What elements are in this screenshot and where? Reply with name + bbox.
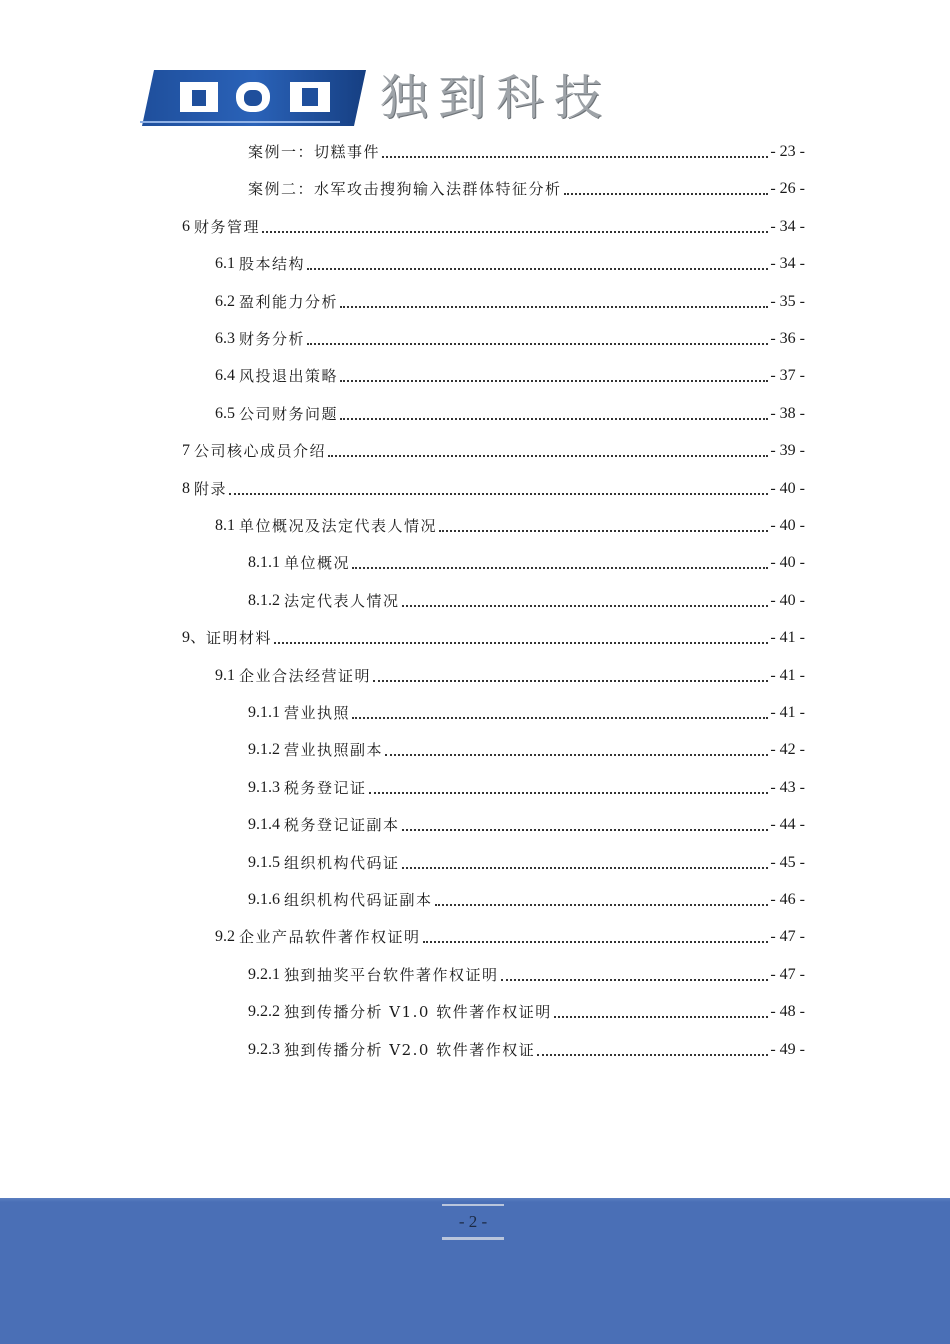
page-number: - 2 - [442,1204,504,1240]
toc-dot-leader [402,604,769,607]
toc-entry-number: 9.2.3 [248,1041,284,1058]
toc-entry-title: 独到抽奖平台软件著作权证明 [284,966,499,984]
toc-entry[interactable] [248,699,805,723]
toc-entry[interactable] [215,325,805,349]
toc-entry-number: 8.1.2 [248,592,284,609]
toc-entry-page: - 26 - [770,180,805,197]
toc-entry-page: - 38 - [770,405,805,422]
toc-entry-number: 6 [182,218,194,235]
toc-entry-title: 证明材料 [206,629,273,647]
toc-entry-number: 9.1.4 [248,816,284,833]
toc-dot-leader [564,192,769,195]
toc-entry-number: 8 [182,480,194,497]
toc-entry-number: 6.1 [215,255,239,272]
toc-entry[interactable] [215,512,805,536]
toc-entry-number: 8.1.1 [248,554,284,571]
toc-entry-title: 税务登记证副本 [284,816,400,834]
toc-entry-title: 盈利能力分析 [239,293,339,311]
toc-dot-leader [402,828,769,831]
toc-entry[interactable] [248,811,805,835]
toc-entry-page: - 45 - [770,854,805,871]
toc-entry[interactable] [182,437,805,461]
toc-dot-leader [439,529,768,532]
toc-entry[interactable] [248,961,805,985]
toc-entry-number: 9.1.5 [248,854,284,871]
toc-dot-leader [501,978,769,981]
toc-entry-title: 企业产品软件著作权证明 [239,928,421,946]
toc-entry[interactable] [182,624,805,648]
toc-entry-page: - 47 - [770,928,805,945]
toc-dot-leader [307,267,768,270]
toc-entry-number: 9.1.6 [248,891,284,908]
toc-entry-number: 6.2 [215,293,239,310]
toc-dot-leader [262,230,768,233]
toc-dot-leader [229,492,768,495]
toc-entry-title: 单位概况 [284,554,351,572]
toc-dot-leader [385,753,768,756]
toc-dot-leader [274,641,768,644]
toc-entry-page: - 35 - [770,293,805,310]
toc-entry[interactable] [248,175,805,199]
toc-entry-page: - 41 - [770,629,805,646]
toc-entry-title: 公司核心成员介绍 [194,442,327,460]
toc-dot-leader [402,866,769,869]
toc-entry-number: 9.2 [215,928,239,945]
toc-entry-number: 9.1.1 [248,704,284,721]
toc-entry-page: - 49 - [770,1041,805,1058]
toc-dot-leader [373,679,768,682]
toc-dot-leader [352,566,768,569]
toc-entry-page: - 34 - [770,218,805,235]
toc-dot-leader [328,454,768,457]
toc-dot-leader [352,716,768,719]
toc-dot-leader [340,379,768,382]
toc-entry-number: 9.1.2 [248,741,284,758]
toc-entry-title: 营业执照 [284,704,351,722]
toc-entry-page: - 34 - [770,255,805,272]
toc-entry-page: - 42 - [770,741,805,758]
toc-entry-page: - 44 - [770,816,805,833]
toc-entry-number: 9.2.2 [248,1003,284,1020]
toc-entry-number: 6.4 [215,367,239,384]
toc-dot-leader [369,791,769,794]
toc-entry-page: - 43 - [770,779,805,796]
toc-entry-page: - 36 - [770,330,805,347]
toc-dot-leader [554,1015,769,1018]
toc-entry-page: - 40 - [770,554,805,571]
toc-entry-page: - 23 - [770,143,805,160]
toc-entry-number: 6.5 [215,405,239,422]
toc-dot-leader [340,305,768,308]
toc-dot-leader [423,940,769,943]
toc-entry-page: - 37 - [770,367,805,384]
toc-entry[interactable] [215,400,805,424]
toc-entry[interactable] [248,138,805,162]
toc-dot-leader [382,155,768,158]
toc-entry-number: 7 [182,442,194,459]
toc-entry-page: - 46 - [770,891,805,908]
toc-entry[interactable] [248,736,805,760]
toc-entry-number: 9.1.3 [248,779,284,796]
toc-entry-title: 附录 [194,480,228,498]
toc-entry-title: 组织机构代码证 [284,854,400,872]
company-logo [140,68,370,128]
brand-name: 独到科技 [380,70,613,126]
toc-entry[interactable] [182,475,805,499]
toc-entry[interactable] [215,923,805,947]
toc-dot-leader [340,417,768,420]
toc-entry[interactable] [215,288,805,312]
toc-entry[interactable] [215,250,805,274]
toc-entry-title: 营业执照副本 [284,741,384,759]
toc-entry-title: 法定代表人情况 [284,592,400,610]
toc-entry-page: - 41 - [770,704,805,721]
toc-entry-number: 6.3 [215,330,239,347]
toc-entry[interactable] [182,213,805,237]
toc-entry-title: 风投退出策略 [239,367,339,385]
toc-entry-title: 财务管理 [194,218,261,236]
toc-entry-title: 股本结构 [239,255,306,273]
toc-entry-page: - 41 - [770,667,805,684]
toc-entry-page: - 39 - [770,442,805,459]
toc-entry-title: 单位概况及法定代表人情况 [239,517,438,535]
toc-entry-page: - 47 - [770,966,805,983]
toc-entry[interactable] [248,1036,805,1060]
toc-entry-page: - 40 - [770,517,805,534]
toc-entry[interactable] [248,587,805,611]
toc-entry-page: - 40 - [770,592,805,609]
toc-entry-title: 案例二：水军攻击搜狗输入法群体特征分析 [248,180,562,198]
toc-entry-title: 独到传播分析 V2.0 软件著作权证 [284,1041,536,1059]
toc-entry[interactable] [248,549,805,573]
toc-entry-title: 独到传播分析 V1.0 软件著作权证明 [284,1003,552,1021]
toc-entry-title: 公司财务问题 [239,405,339,423]
toc-entry[interactable] [248,998,805,1022]
toc-entry-number: 9、 [182,629,207,646]
toc-entry[interactable] [248,886,805,910]
toc-entry-title: 案例一：切糕事件 [248,143,381,161]
toc-entry-page: - 48 - [770,1003,805,1020]
page-header [140,68,820,130]
toc-entry-number: 8.1 [215,517,239,534]
toc-entry[interactable] [215,662,805,686]
toc-dot-leader [537,1053,768,1056]
toc-entry-title: 财务分析 [239,330,306,348]
toc-entry[interactable] [248,849,805,873]
toc-entry[interactable] [215,362,805,386]
toc-dot-leader [435,903,769,906]
toc-entry-number: 9.1 [215,667,239,684]
toc-entry-title: 企业合法经营证明 [239,667,372,685]
toc-entry-page: - 40 - [770,480,805,497]
toc-entry-number: 9.2.1 [248,966,284,983]
toc-entry-title: 组织机构代码证副本 [284,891,433,909]
toc-entry-title: 税务登记证 [284,779,367,797]
toc-entry[interactable] [248,774,805,798]
toc-dot-leader [307,342,768,345]
